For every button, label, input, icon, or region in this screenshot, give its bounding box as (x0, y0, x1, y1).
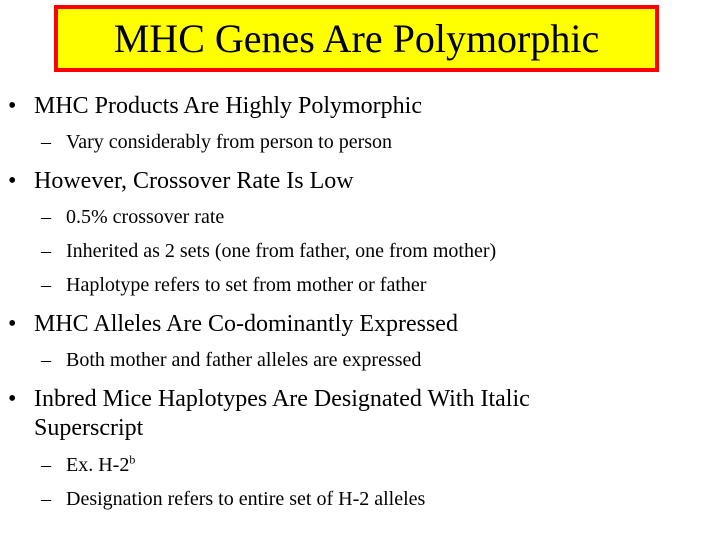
sub-bullet-mark: – (41, 488, 51, 510)
slide-title-box (54, 5, 659, 72)
bullet-text: However, Crossover Rate Is Low (34, 168, 354, 194)
haplotype-superscript: b (129, 452, 136, 467)
sub-bullet-item (0, 453, 720, 477)
sub-bullet-item (0, 348, 720, 372)
bullet-list (0, 84, 720, 511)
sub-bullet-item (0, 205, 720, 229)
bullet-item (0, 310, 720, 339)
sub-bullet-text: Vary considerably from person to person (66, 131, 393, 153)
sub-bullet-item (0, 239, 720, 263)
sub-bullet-item (0, 130, 720, 154)
sub-bullet-mark: – (41, 454, 51, 476)
bullet-item (0, 385, 720, 443)
sub-bullet-text: Inherited as 2 sets (one from father, one from mother) (66, 240, 497, 262)
sub-bullet-mark: – (41, 240, 51, 262)
bullet-text-line1: Inbred Mice Haplotypes Are Designated With Italic (34, 386, 530, 412)
sub-bullet-text-base: Ex. H-2 (66, 454, 130, 476)
sub-bullet-item (0, 273, 720, 297)
sub-bullet-mark: – (41, 274, 51, 296)
sub-bullet-text: Both mother and father alleles are expressed (66, 349, 422, 371)
slide-title: MHC Genes Are Polymorphic (113, 16, 600, 61)
bullet-text: MHC Products Are Highly Polymorphic (34, 93, 422, 119)
sub-bullet-text: 0.5% crossover rate (66, 206, 225, 228)
bullet-item (0, 92, 720, 121)
bullet-mark: • (8, 168, 17, 194)
bullet-text-line2: Superscript (34, 415, 144, 441)
sub-bullet-mark: – (41, 349, 51, 371)
sub-bullet-text: Designation refers to entire set of H-2 alleles (66, 488, 426, 510)
bullet-mark: • (8, 93, 17, 119)
sub-bullet-mark: – (41, 131, 51, 153)
bullet-item (0, 167, 720, 196)
bullet-text: MHC Alleles Are Co-dominantly Expressed (34, 311, 458, 337)
sub-bullet-text: Haplotype refers to set from mother or father (66, 274, 427, 296)
sub-bullet-mark: – (41, 206, 51, 228)
bullet-mark: • (8, 386, 17, 412)
sub-bullet-item (0, 487, 720, 511)
bullet-mark: • (8, 311, 17, 337)
